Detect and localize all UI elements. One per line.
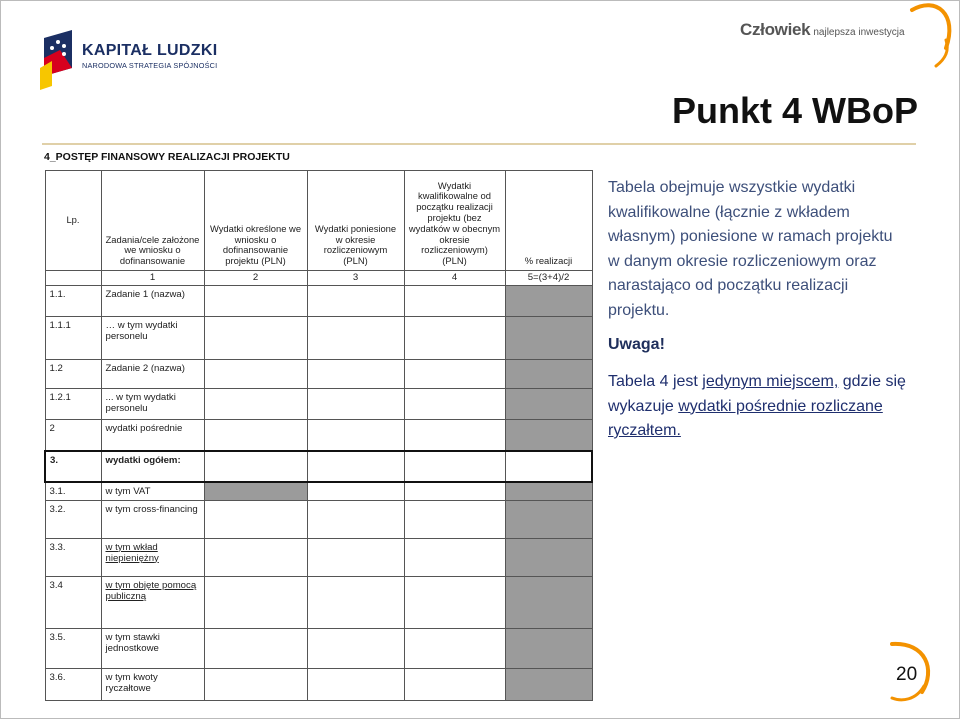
shaded-cell (204, 482, 307, 501)
empty-cell (307, 482, 404, 501)
financial-progress-table (44, 170, 593, 701)
note-link-indirect-costs[interactable]: wydatki pośrednie rozliczane ryczałtem. (608, 397, 883, 439)
empty-cell (404, 317, 505, 360)
table-row (45, 500, 592, 538)
empty-cell (404, 451, 505, 482)
description-text: Tabela obejmuje wszystkie wydatki kwalifikowalne (łącznie z wkładem własnym) poniesione w ramach projektu w danym okresie rozliczeniowym oraz narastająco od początku realizacji projektu. (608, 179, 893, 319)
empty-cell (505, 451, 592, 482)
table-row (45, 286, 592, 317)
table-row (45, 317, 592, 360)
row-lp: 3.3. (45, 538, 101, 576)
empty-cell (404, 628, 505, 668)
empty-cell (204, 538, 307, 576)
row-lp: 2 (45, 420, 101, 451)
empty-cell (307, 420, 404, 451)
empty-cell (404, 389, 505, 420)
column-number-cell: 4 (404, 271, 505, 286)
shaded-cell (505, 317, 592, 360)
row-label: wydatki pośrednie (101, 420, 204, 451)
shaded-cell (505, 420, 592, 451)
shaded-cell (505, 628, 592, 668)
row-lp: 3.4 (45, 576, 101, 628)
row-lp: 3.2. (45, 500, 101, 538)
header-tasks: Zadania/cele założone we wniosku o dofinansowanie (101, 171, 204, 271)
empty-cell (307, 451, 404, 482)
empty-cell (404, 500, 505, 538)
shaded-cell (505, 668, 592, 700)
column-number-row (45, 271, 592, 286)
note-link-only-place[interactable]: jedynym miejscem, (702, 373, 839, 390)
row-label: Zadanie 2 (nazwa) (101, 360, 204, 389)
column-number-cell: 3 (307, 271, 404, 286)
table-row (45, 576, 592, 628)
empty-cell (404, 668, 505, 700)
czlowiek-logo (740, 20, 930, 50)
table-row (45, 628, 592, 668)
row-lp: 1.1.1 (45, 317, 101, 360)
empty-cell (404, 286, 505, 317)
empty-cell (204, 389, 307, 420)
eu-flag-icon (38, 28, 78, 90)
empty-cell (204, 500, 307, 538)
row-label: w tym objęte pomocą publiczną (101, 576, 204, 628)
row-lp: 3.5. (45, 628, 101, 668)
shaded-cell (505, 482, 592, 501)
empty-cell (307, 628, 404, 668)
header-percent: % realizacji (505, 171, 592, 271)
empty-cell (404, 420, 505, 451)
row-label: w tym VAT (101, 482, 204, 501)
row-lp: 3. (45, 451, 101, 482)
header-lp: Lp. (45, 171, 101, 271)
empty-cell (204, 317, 307, 360)
table-row (45, 482, 592, 501)
empty-cell (307, 360, 404, 389)
row-label: w tym stawki jednostkowe (101, 628, 204, 668)
column-number-cell (45, 271, 101, 286)
shaded-cell (505, 389, 592, 420)
row-label: w tym cross-financing (101, 500, 204, 538)
empty-cell (204, 668, 307, 700)
row-label: Zadanie 1 (nazwa) (101, 286, 204, 317)
column-number-cell: 1 (101, 271, 204, 286)
empty-cell (307, 538, 404, 576)
logo-left-title: KAPITAŁ LUDZKI (82, 42, 218, 59)
shaded-cell (505, 576, 592, 628)
empty-cell (404, 576, 505, 628)
empty-cell (204, 576, 307, 628)
shaded-cell (505, 538, 592, 576)
empty-cell (204, 286, 307, 317)
empty-cell (307, 317, 404, 360)
orange-swoosh-top-icon (906, 0, 960, 70)
table-row (45, 420, 592, 451)
row-label: w tym wkład niepieniężny (101, 538, 204, 576)
table-heading: 4_POSTĘP FINANSOWY REALIZACJI PROJEKTU (44, 151, 290, 163)
empty-cell (307, 668, 404, 700)
logo-left-subtitle: NARODOWA STRATEGIA SPÓJNOŚCI (82, 61, 218, 70)
table-row (45, 668, 592, 700)
table-row (45, 538, 592, 576)
table-row (45, 389, 592, 420)
empty-cell (404, 538, 505, 576)
row-lp: 1.2.1 (45, 389, 101, 420)
row-lp: 3.1. (45, 482, 101, 501)
row-label: … w tym wydatki personelu (101, 317, 204, 360)
page-number: 20 (896, 664, 918, 685)
empty-cell (204, 628, 307, 668)
header-cumulative: Wydatki kwalifikowalne od początku realizacji projektu (bez wydatków w obecnym okresie rozliczeniowym) (PLN) (404, 171, 505, 271)
note-text: Tabela 4 jest (608, 373, 703, 390)
empty-cell (204, 360, 307, 389)
empty-cell (307, 500, 404, 538)
warning-label: Uwaga! (608, 336, 665, 353)
logo-right-main: Człowiek (740, 20, 811, 39)
table-header-row (45, 171, 592, 271)
empty-cell (307, 576, 404, 628)
empty-cell (404, 482, 505, 501)
shaded-cell (505, 500, 592, 538)
row-lp: 1.2 (45, 360, 101, 389)
table-row (45, 360, 592, 389)
row-label: ... w tym wydatki personelu (101, 389, 204, 420)
row-lp: 3.6. (45, 668, 101, 700)
logo-right-sub: najlepsza inwestycja (813, 27, 905, 38)
empty-cell (204, 420, 307, 451)
row-label: w tym kwoty ryczałtowe (101, 668, 204, 700)
kapital-ludzki-logo (38, 28, 228, 90)
header-planned: Wydatki określone we wniosku o dofinansowanie projektu (PLN) (204, 171, 307, 271)
title-divider (42, 143, 916, 145)
shaded-cell (505, 360, 592, 389)
column-number-cell: 2 (204, 271, 307, 286)
note-text: gdzie się wykazuje (608, 373, 906, 415)
empty-cell (307, 286, 404, 317)
empty-cell (307, 389, 404, 420)
shaded-cell (505, 286, 592, 317)
table-row-total (45, 451, 592, 482)
empty-cell (204, 451, 307, 482)
column-number-cell: 5=(3+4)/2 (505, 271, 592, 286)
row-lp: 1.1. (45, 286, 101, 317)
header-period: Wydatki poniesione w okresie rozliczeniowym (PLN) (307, 171, 404, 271)
warning-note (608, 370, 908, 444)
empty-cell (404, 360, 505, 389)
slide-title: Punkt 4 WBoP (671, 90, 918, 131)
row-label: wydatki ogółem: (101, 451, 204, 482)
